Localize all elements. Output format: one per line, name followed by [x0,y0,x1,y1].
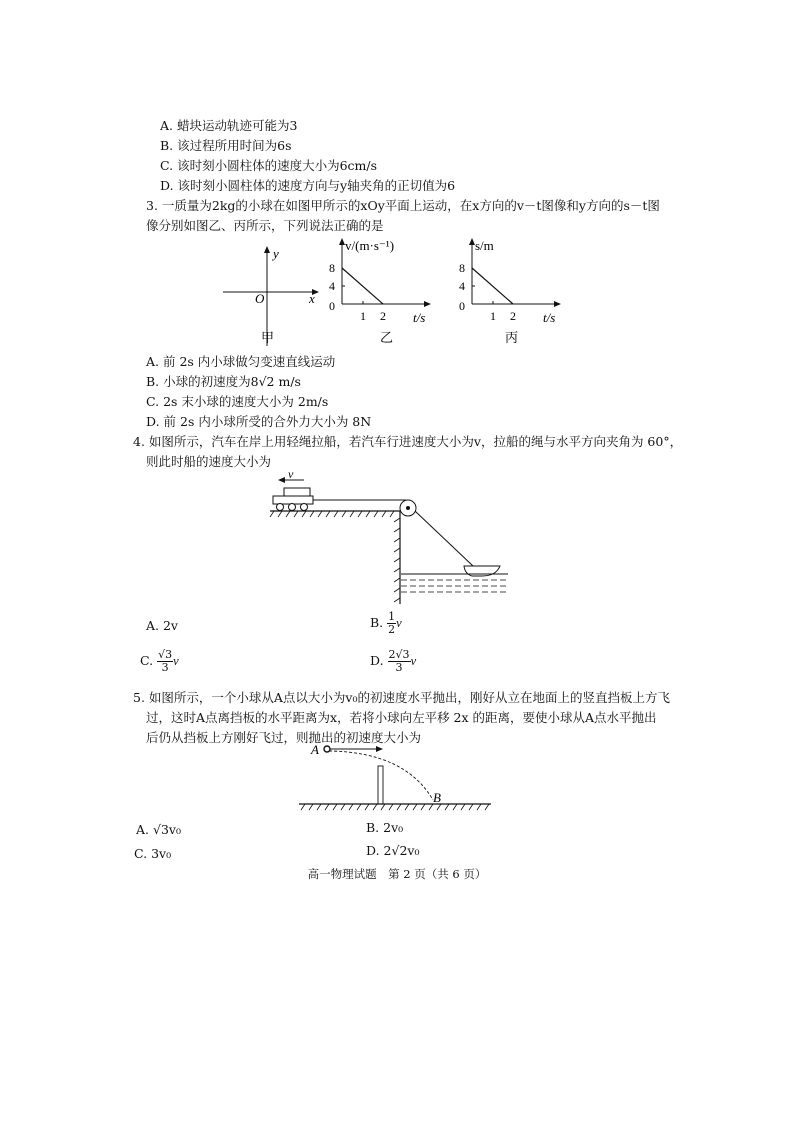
bing-tick-4: 4 [459,279,465,293]
q4-option-a: A. 2v [146,618,178,633]
q5-option-c: C. 3v₀ [134,846,172,861]
q3-figure-bing [455,236,567,350]
option-a-prev: A. 蜡块运动轨迹可能为3 [160,118,298,133]
q4-stem-line2: 则此时船的速度大小为 [146,454,272,469]
q5-point-b-label: B [433,790,441,805]
q5-stem-line1: 5. 如图所示，一个小球从A点以大小为v₀的初速度水平抛出，刚好从立在地面上的竖直挡板上方飞 [133,690,671,705]
bing-tick-1: 1 [490,309,496,323]
q4-option-c: C. $\frac{√3}{3}$ v [140,648,179,674]
bing-y-axis-label: s/m [475,238,494,253]
q4-figure-car-boat [268,470,518,610]
bing-tick-8: 8 [459,261,465,275]
q3-option-c: C. 2s 末小球的速度大小为 2m/s [146,394,329,409]
q4-v-label: v [288,470,294,481]
bing-x-axis-label: t/s [543,310,556,325]
yi-y-axis-label: v/(m·s⁻¹) [345,238,395,253]
yi-tick-1: 1 [360,309,366,323]
q3-stem-line2: 像分别如图乙、丙所示，下列说法正确的是 [146,218,384,233]
q5-figure-projectile [295,738,500,814]
q5-option-d: D. 2√2v₀ [366,843,420,858]
yi-caption: 乙 [380,330,394,345]
q3-option-d: D. 前 2s 内小球所受的合外力大小为 8N [146,414,372,429]
q5-point-a-label: A [311,742,319,757]
bing-tick-2: 2 [510,309,516,323]
q3-option-b-root: √2 [258,374,275,389]
q3-figure-jia [215,240,325,350]
option-b-prev: B. 该过程所用时间为6s [160,138,292,153]
option-c-prev: C. 该时刻小圆柱体的速度大小为6cm/s [160,158,377,173]
q4-option-d: D. $\frac{2√3}{3}$ v [370,648,417,674]
page-footer: 高一物理试题 第 2 页（共 6 页） [307,867,487,881]
jia-origin-label: O [255,291,265,306]
q3-stem-line1: 3. 一质量为2kg的小球在如图甲所示的xOy平面上运动，在x方向的v－t图像和y方向的s－t图 [146,198,660,213]
jia-caption: 甲 [261,330,275,345]
q4-option-b: B. $\frac{1}{2}$ v [370,610,402,636]
jia-x-label: x [309,291,315,306]
bing-caption: 丙 [505,330,519,345]
yi-tick-2: 2 [380,309,386,323]
yi-x-axis-label: t/s [413,310,426,325]
q5-stem-line2: 过，这时A点离挡板的水平距离为x，若将小球向左平移 2x 的距离，要使小球从A点水平抛出 [146,710,657,725]
bing-tick-0: 0 [459,299,465,313]
q4-stem-line1: 4. 如图所示，汽车在岸上用轻绳拉船，若汽车行进速度大小为v，拉船的绳与水平方向夹角为 60°， [133,434,683,449]
q5-option-b: B. 2v₀ [366,820,404,835]
q5-stem-line3: 后仍从挡板上方刚好飞过，则抛出的初速度大小为 [146,730,422,745]
q3-figure-yi [325,236,437,350]
yi-tick-0: 0 [329,299,335,313]
q3-option-a: A. 前 2s 内小球做匀变速直线运动 [146,354,336,369]
jia-y-label: y [273,246,279,261]
yi-tick-4: 4 [329,279,335,293]
option-d-prev: D. 该时刻小圆柱体的速度方向与y轴夹角的正切值为6 [160,178,456,193]
q5-option-a: A. √3v₀ [136,822,181,837]
yi-tick-8: 8 [329,261,335,275]
q3-option-b: B. 小球的初速度为8√2 m/s [146,374,301,389]
